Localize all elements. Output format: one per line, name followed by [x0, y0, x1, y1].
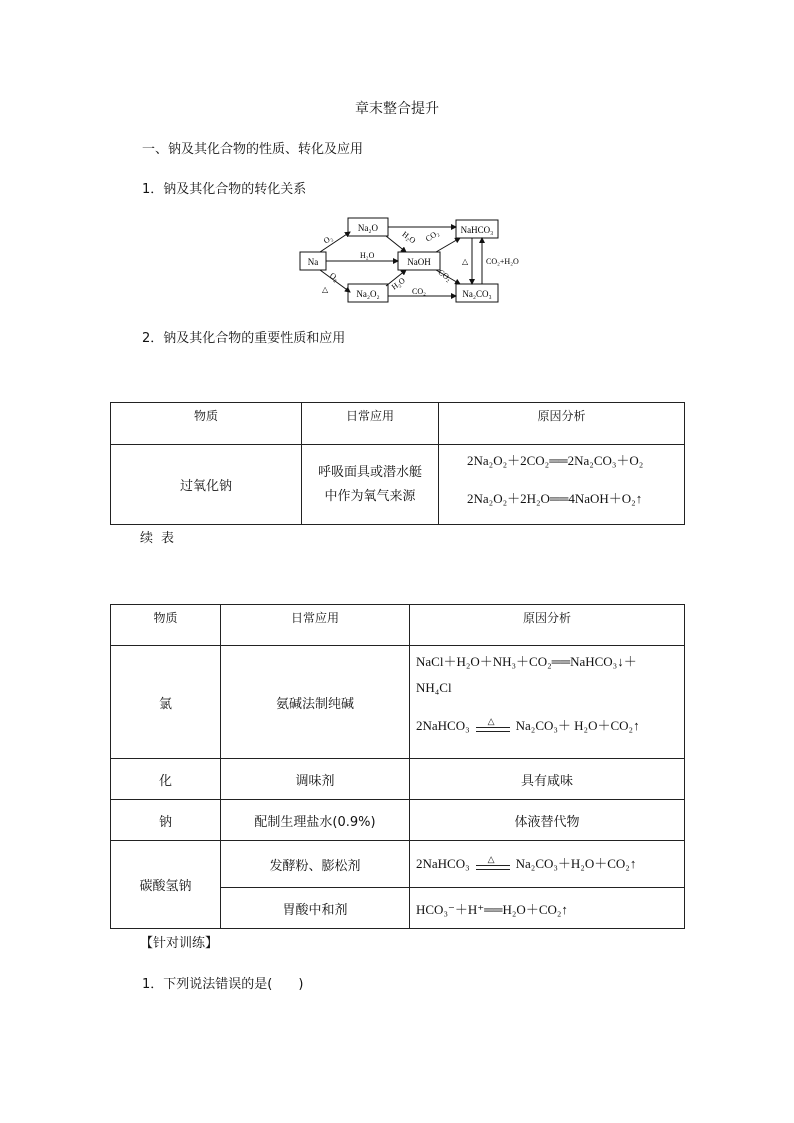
label-co2-naoh: CO₂	[436, 267, 453, 284]
node-na2co3: Na₂CO₃	[462, 289, 492, 299]
arrow-naoh-nahco3	[436, 238, 460, 252]
table1-eq2: 2Na₂O₂＋2H₂O══4NaOH＋O₂↑	[467, 491, 643, 506]
table1-header-substance: 物质	[111, 403, 302, 445]
label-h2o-mid: H₂O	[360, 251, 375, 260]
table1-use-line1: 呼吸面具或潜水艇	[317, 464, 422, 480]
table-sodium-peroxide	[110, 402, 685, 525]
table2-col1-row1: 氯	[111, 646, 221, 759]
label-co2-low: CO₂	[412, 287, 426, 296]
table2-col1-row3: 钠	[111, 800, 221, 841]
table2-col1-row4: 碳酸氢钠	[111, 841, 221, 929]
node-nahco3: NaHCO₃	[460, 225, 494, 235]
label-delta-left: △	[322, 285, 329, 294]
table2-row4-use: 发酵粉、膨松剂	[221, 841, 410, 888]
table2-row1-eq2-right: Na₂CO₃＋ H₂O＋CO₂↑	[515, 718, 640, 733]
table1-substance: 过氧化钠	[111, 445, 302, 525]
node-na2o: Na₂O	[357, 223, 379, 233]
table1-header-use: 日常应用	[302, 403, 439, 445]
table1-use-line2: 中作为氧气来源	[324, 488, 416, 504]
table2-row1-use: 氨碱法制纯碱	[221, 646, 410, 759]
node-na2o2: Na₂O₂	[356, 289, 380, 299]
table2-row3-use: 配制生理盐水(0.9%)	[221, 800, 410, 841]
delta-symbol: △	[487, 716, 495, 727]
label-h2o-up: H₂O	[400, 229, 418, 246]
heat-sign	[476, 854, 510, 872]
conversion-diagram	[298, 212, 528, 307]
heat-sign	[476, 716, 510, 734]
table-sodium-compounds	[110, 604, 685, 929]
table2-row5-use: 胃酸中和剂	[221, 888, 410, 929]
page-title: 章末整合提升	[355, 101, 439, 117]
section-heading: 一、钠及其化合物的性质、转化及应用	[142, 142, 364, 157]
table2-row4-eq-right: Na₂CO₃＋H₂O＋CO₂↑	[515, 856, 637, 871]
table2-row4-eq-left: 2NaHCO₃	[416, 856, 470, 871]
table1-reason	[439, 445, 685, 525]
label-h2o-low: H₂O	[389, 275, 407, 292]
table2-row1-eq2	[416, 716, 684, 736]
table1-header-reason: 原因分析	[439, 403, 685, 445]
table2-row3-reason: 体液替代物	[410, 800, 685, 841]
label-co2-h2o-right: CO₂+H₂O	[486, 257, 519, 266]
table2-row1-reason	[410, 646, 685, 759]
table2-row5-eq: HCO₃⁻＋H⁺══H₂O＋CO₂↑	[410, 888, 685, 929]
table2-header-substance: 物质	[111, 605, 221, 646]
table1-eq1: 2Na₂O₂＋2CO₂══2Na₂CO₃＋O₂	[467, 453, 644, 468]
subheading-conversion: 1．钠及其化合物的转化关系	[142, 182, 307, 197]
table2-row1-eq2-left: 2NaHCO₃	[416, 718, 470, 733]
continued-label: 续表	[140, 531, 183, 546]
training-label: 【针对训练】	[140, 936, 219, 951]
table2-col1-row2: 化	[111, 759, 221, 800]
table2-row4-reason	[410, 841, 685, 888]
label-delta-right: △	[462, 257, 469, 266]
label-o2-top: O₂	[321, 233, 335, 246]
table2-row4-eq	[416, 854, 684, 874]
label-co2-up: CO₂	[423, 228, 441, 244]
label-o2-bot: O₂	[328, 270, 341, 284]
question-1: 1．下列说法错误的是( )	[142, 977, 304, 992]
table2-row1-eq1: NaCl＋H₂O＋NH₃＋CO₂══NaHCO₃↓＋	[416, 654, 637, 669]
node-naoh: NaOH	[407, 257, 431, 267]
table2-header-reason: 原因分析	[410, 605, 685, 646]
table1-use	[302, 445, 439, 525]
table2-row2-use: 调味剂	[221, 759, 410, 800]
table2-row1-eq1b: NH₄Cl	[416, 680, 452, 695]
subheading-properties: 2．钠及其化合物的重要性质和应用	[142, 331, 346, 346]
table2-row2-reason: 具有咸味	[410, 759, 685, 800]
node-na: Na	[307, 257, 319, 267]
delta-symbol: △	[487, 854, 495, 865]
table2-header-use: 日常应用	[221, 605, 410, 646]
